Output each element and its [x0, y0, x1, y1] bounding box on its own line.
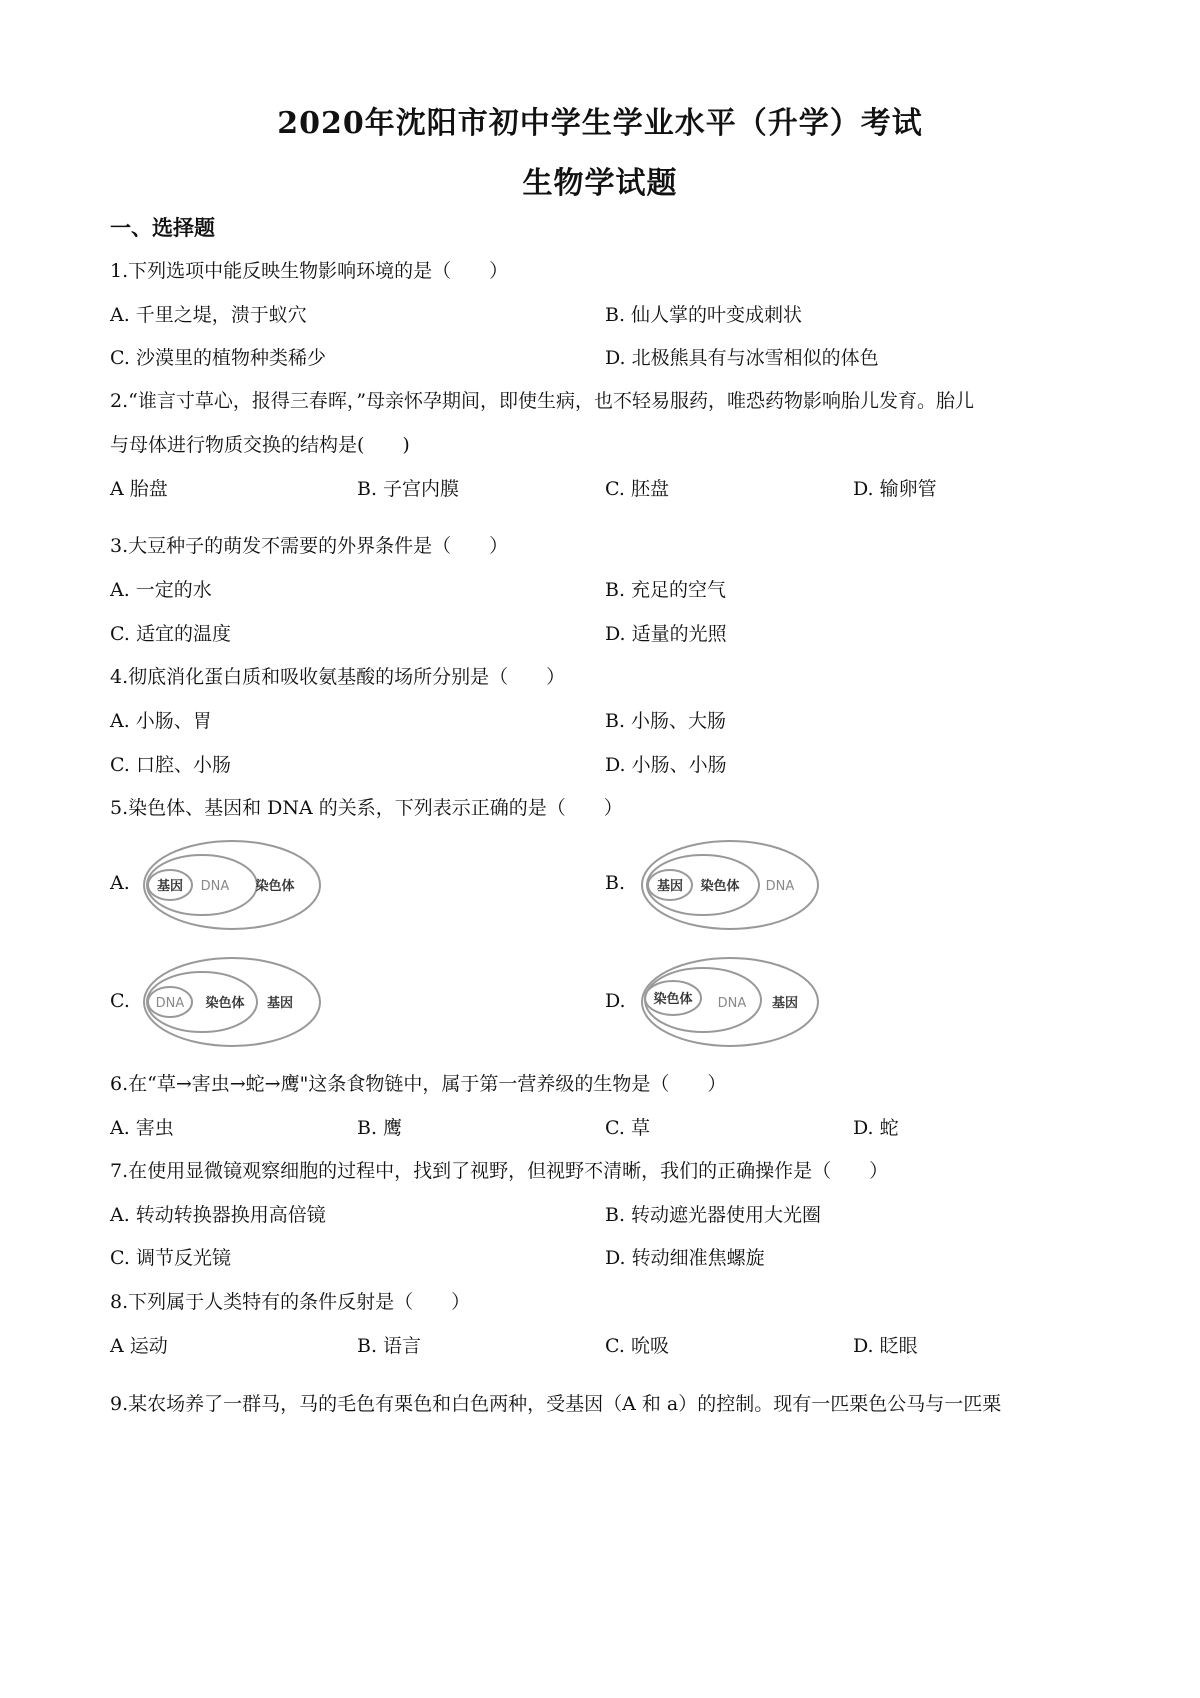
q2-option-b: B. 子宫内膜: [357, 478, 460, 500]
q8-option-b: B. 语言: [357, 1335, 422, 1357]
venn-a-outer-text: 染色体: [255, 879, 295, 894]
q7-option-a: A. 转动转换器换用高倍镜: [110, 1204, 326, 1226]
q1-option-a: A. 千里之堤，溃于蚁穴: [110, 304, 307, 326]
q4-option-d: D. 小肠、小肠: [605, 754, 727, 776]
q7-option-c: C. 调节反光镜: [110, 1247, 231, 1269]
q5-option-a-diagram: [140, 833, 330, 933]
question-9-stem: 9.某农场养了一群马，马的毛色有栗色和白色两种，受基因（A 和 a）的控制。现有一匹栗色公马与一匹栗: [110, 1393, 1002, 1415]
question-6-stem: 6.在“草→害虫→蛇→鹰"这条食物链中，属于第一营养级的生物是（ ）: [110, 1073, 727, 1095]
q5-option-d-label: D.: [605, 990, 626, 1012]
q5-option-b-diagram: [635, 833, 825, 933]
question-4-stem: 4.彻底消化蛋白质和吸收氨基酸的场所分别是（ ）: [110, 666, 566, 688]
q3-option-a: A. 一定的水: [110, 579, 212, 601]
question-5-stem: 5.染色体、基因和 DNA 的关系，下列表示正确的是（ ）: [110, 797, 623, 819]
q5-option-a-label: A.: [110, 872, 130, 894]
venn-b-outer-text: DNA: [765, 879, 795, 894]
q8-option-a: A 运动: [110, 1335, 168, 1357]
q1-option-b: B. 仙人掌的叶变成刺状: [605, 304, 803, 326]
venn-c-middle-text: 染色体: [205, 996, 245, 1011]
q7-option-d: D. 转动细准焦螺旋: [605, 1247, 765, 1269]
venn-c-outer-text: 基因: [266, 996, 294, 1011]
venn-b-middle-text: 染色体: [700, 879, 740, 894]
venn-b-inner-text: 基因: [656, 879, 684, 894]
exam-subtitle: 生物学试题: [522, 166, 678, 201]
q6-option-d: D. 蛇: [853, 1117, 899, 1139]
venn-d-middle-text: DNA: [717, 996, 747, 1011]
q6-option-a: A. 害虫: [110, 1117, 174, 1139]
section-heading: 一、选择题: [110, 215, 215, 240]
q8-option-c: C. 吮吸: [605, 1335, 669, 1357]
venn-d-inner-text: 染色体: [653, 992, 693, 1007]
q7-option-b: B. 转动遮光器使用大光圈: [605, 1204, 822, 1226]
exam-title: 2020年沈阳市初中学生学业水平（升学）考试: [277, 106, 923, 141]
q4-option-a: A. 小肠、胃: [110, 710, 212, 732]
question-8-stem: 8.下列属于人类特有的条件反射是（ ）: [110, 1291, 471, 1313]
q5-option-c-label: C.: [110, 990, 130, 1012]
q6-option-b: B. 鹰: [357, 1117, 403, 1139]
venn-d-outer-text: 基因: [771, 996, 799, 1011]
question-1-stem: 1.下列选项中能反映生物影响环境的是（ ）: [110, 260, 509, 282]
q4-option-c: C. 口腔、小肠: [110, 754, 231, 776]
question-3-stem: 3.大豆种子的萌发不需要的外界条件是（ ）: [110, 535, 509, 557]
q6-option-c: C. 草: [605, 1117, 650, 1139]
question-2-stem-line-2: 与母体进行物质交换的结构是( ): [110, 434, 410, 456]
venn-a-inner-text: 基因: [156, 879, 184, 894]
venn-c-inner-text: DNA: [155, 996, 185, 1011]
q2-option-d: D. 输卵管: [853, 478, 937, 500]
q1-option-d: D. 北极熊具有与冰雪相似的体色: [605, 347, 879, 369]
q5-option-c-diagram: [140, 950, 330, 1050]
q3-option-c: C. 适宜的温度: [110, 623, 231, 645]
q4-option-b: B. 小肠、大肠: [605, 710, 727, 732]
question-7-stem: 7.在使用显微镜观察细胞的过程中，找到了视野，但视野不清晰，我们的正确操作是（ ）: [110, 1160, 889, 1182]
question-2-stem-line-1: 2.“谁言寸草心，报得三春晖，”母亲怀孕期间，即使生病，也不轻易服药，唯恐药物影响胎儿发育。胎儿: [110, 390, 975, 412]
q5-option-b-label: B.: [605, 872, 626, 894]
q3-option-b: B. 充足的空气: [605, 579, 727, 601]
q2-option-c: C. 胚盘: [605, 478, 669, 500]
q1-option-c: C. 沙漠里的植物种类稀少: [110, 347, 326, 369]
q5-option-d-diagram: [635, 950, 825, 1050]
q3-option-d: D. 适量的光照: [605, 623, 727, 645]
venn-a-middle-text: DNA: [200, 879, 230, 894]
q2-option-a: A 胎盘: [110, 478, 168, 500]
q8-option-d: D. 眨眼: [853, 1335, 918, 1357]
